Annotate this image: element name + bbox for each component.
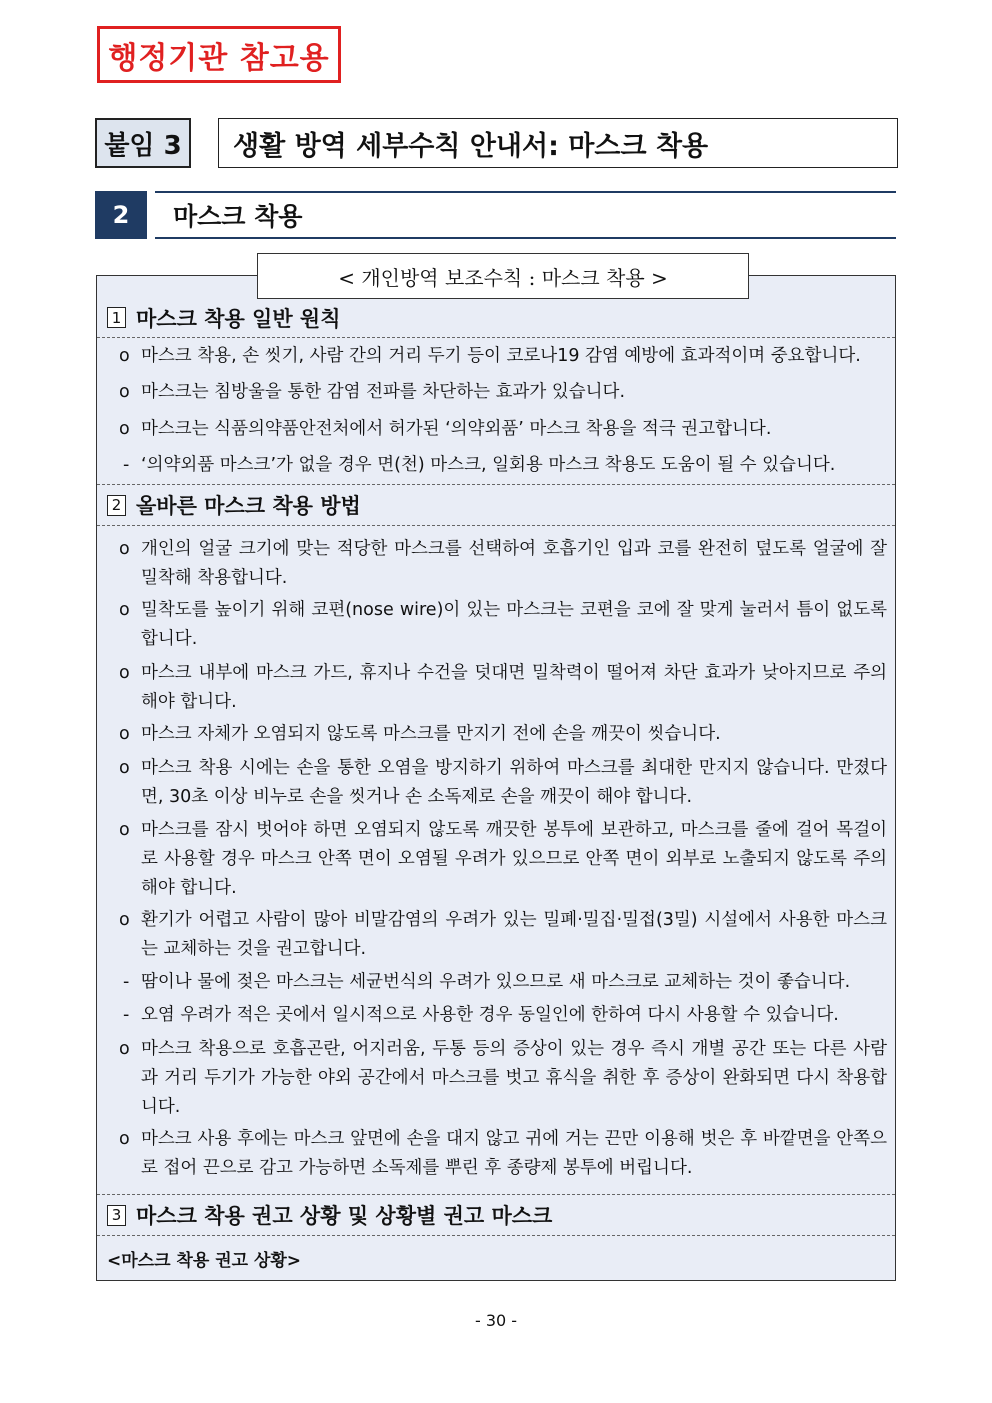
- bullet-marker: o: [119, 820, 130, 840]
- subsection-3-heading: [97, 1194, 895, 1236]
- subsection-number-box: 1: [107, 307, 126, 328]
- item-text: 마스크 사용 후에는 마스크 앞면에 손을 대지 않고 귀에 거는 끈만 이용해 벗은 후 바깥면을 안쪽으로 접어 끈으로 감고 가능하면 소독제를 뿌린 후 종량제 봉투에 버립니다.: [141, 1129, 887, 1178]
- item-text: 마스크 착용 시에는 손을 통한 오염을 방지하기 위하여 마스크를 최대한 만지지 않습니다. 만졌다면, 30초 이상 비누로 손을 씻거나 손 소독제로 손을 깨끗이 해야 합니다.: [141, 758, 887, 807]
- subsection-title: 마스크 착용 권고 상황 및 상황별 권고 마스크: [136, 1204, 553, 1228]
- reference-stamp: 행정기관 참고용: [97, 26, 341, 83]
- subsection-2-heading: [97, 484, 895, 526]
- subsection-number-box: 2: [107, 495, 126, 516]
- bullet-marker: o: [119, 663, 130, 683]
- bullet-marker: o: [119, 382, 130, 402]
- bullet-marker: o: [119, 910, 130, 930]
- subsection-title: 마스크 착용 일반 원칙: [136, 306, 341, 331]
- bullet-marker: o: [119, 1039, 130, 1059]
- guideline-panel: [96, 275, 896, 1281]
- item-text: 마스크를 잠시 벗어야 하면 오염되지 않도록 깨끗한 봉투에 보관하고, 마스크를 줄에 걸어 목걸이로 사용할 경우 마스크 안쪽 면이 오염될 우려가 있으므로 안쪽 면이 외부로 노출되지 않도록 주의해야 합니다.: [141, 820, 887, 898]
- dash-marker: -: [123, 972, 130, 992]
- item-text: 마스크 내부에 마스크 가드, 휴지나 수건을 덧대면 밀착력이 떨어져 차단 효과가 낮아지므로 주의해야 합니다.: [141, 663, 887, 712]
- bullet-marker: o: [119, 539, 130, 559]
- bullet-marker: o: [119, 346, 130, 366]
- page-number: - 30 -: [474, 1311, 518, 1330]
- panel-title: < 개인방역 보조수칙 : 마스크 착용 >: [257, 253, 749, 299]
- situation-subheading: <마스크 착용 권고 상황>: [107, 1251, 302, 1271]
- item-text: 마스크는 식품의약품안전처에서 허가된 ‘의약외품’ 마스크 착용을 적극 권고합니다.: [141, 419, 772, 439]
- bullet-marker: o: [119, 419, 130, 439]
- item-text: 환기가 어렵고 사람이 많아 비말감염의 우려가 있는 밀폐·밀집·밀접(3밀) 시설에서 사용한 마스크는 교체하는 것을 권고합니다.: [141, 910, 887, 959]
- item-text: 개인의 얼굴 크기에 맞는 적당한 마스크를 선택하여 호흡기인 입과 코를 완전히 덮도록 얼굴에 잘 밀착해 착용합니다.: [141, 539, 887, 588]
- subsection-1-heading: [97, 298, 895, 338]
- item-text: 마스크 착용, 손 씻기, 사람 간의 거리 두기 등이 코로나19 감염 예방에 효과적이며 중요합니다.: [141, 346, 861, 366]
- item-text: 밀착도를 높이기 위해 코편(nose wire)이 있는 마스크는 코편을 코에 잘 맞게 눌러서 틈이 없도록 합니다.: [141, 600, 887, 649]
- item-text: 오염 우려가 적은 곳에서 일시적으로 사용한 경우 동일인에 한하여 다시 사용할 수 있습니다.: [141, 1005, 839, 1025]
- subsection-number-box: 3: [107, 1205, 126, 1226]
- item-text: ‘의약외품 마스크’가 없을 경우 면(천) 마스크, 일회용 마스크 착용도 도움이 될 수 있습니다.: [141, 455, 836, 475]
- bullet-marker: o: [119, 758, 130, 778]
- item-text: 땀이나 물에 젖은 마스크는 세균번식의 우려가 있으므로 새 마스크로 교체하는 것이 좋습니다.: [141, 972, 851, 992]
- bullet-marker: o: [119, 1129, 130, 1149]
- item-text: 마스크는 침방울을 통한 감염 전파를 차단하는 효과가 있습니다.: [141, 382, 626, 402]
- dash-marker: -: [123, 1005, 130, 1025]
- dash-marker: -: [123, 455, 130, 475]
- section-number: 2: [95, 191, 147, 239]
- item-text: 마스크 자체가 오염되지 않도록 마스크를 만지기 전에 손을 깨끗이 씻습니다.: [141, 724, 721, 744]
- attachment-title: 생활 방역 세부수칙 안내서: 마스크 착용: [218, 118, 898, 168]
- bullet-marker: o: [119, 724, 130, 744]
- item-text: 마스크 착용으로 호흡곤란, 어지러움, 두통 등의 증상이 있는 경우 즉시 개별 공간 또는 다른 사람과 거리 두기가 가능한 야외 공간에서 마스크를 벗고 휴식을 취한 후 증상이 완화되면 다시 착용합니다.: [141, 1039, 887, 1117]
- bullet-marker: o: [119, 600, 130, 620]
- section-title: 마스크 착용: [155, 191, 896, 239]
- subsection-title: 올바른 마스크 착용 방법: [136, 494, 361, 518]
- attachment-label: 붙임 3: [95, 118, 191, 168]
